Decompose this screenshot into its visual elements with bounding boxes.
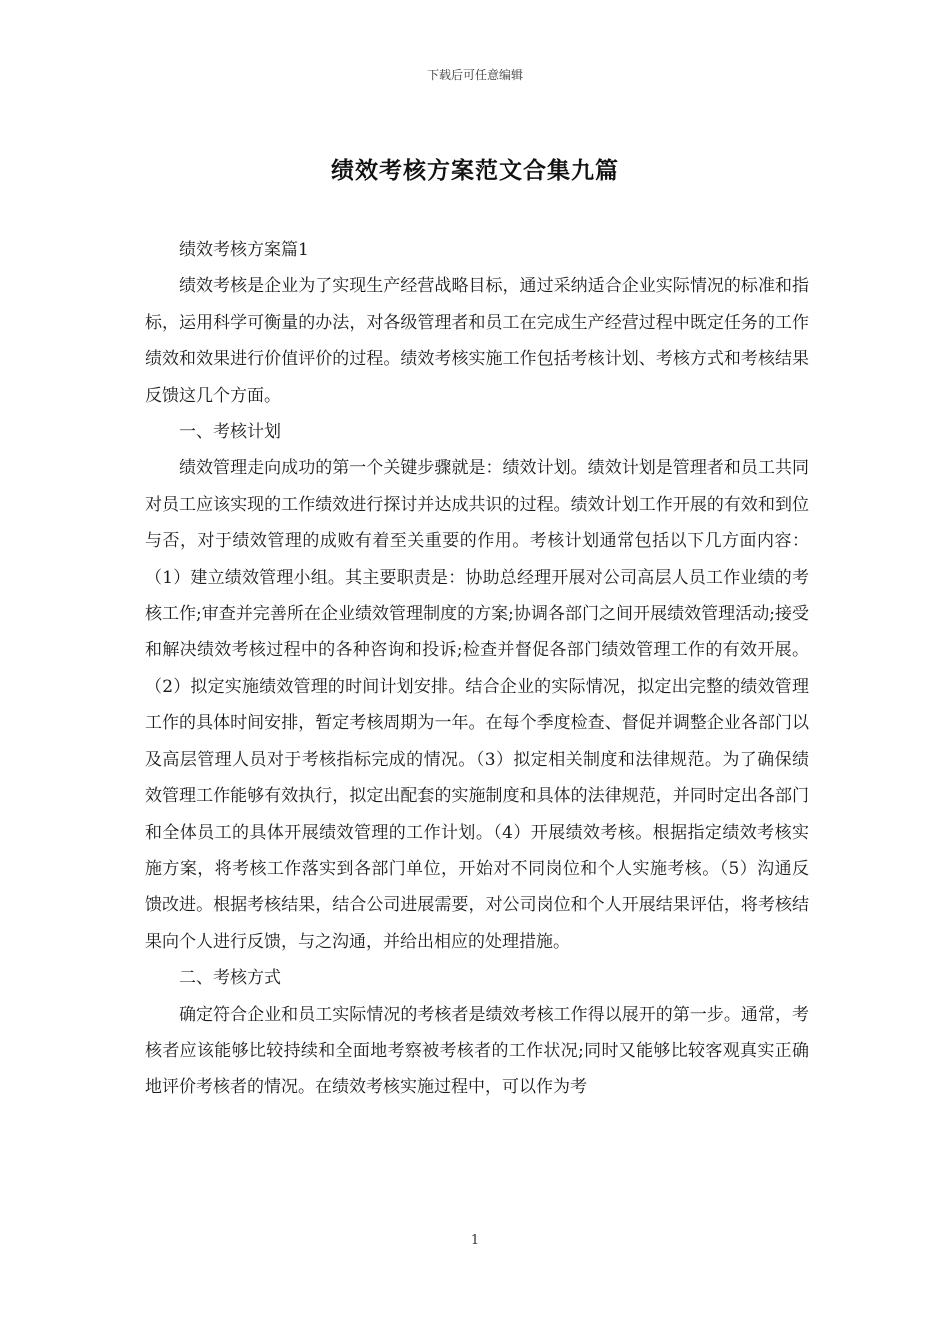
page-number: 1 <box>470 1233 480 1248</box>
section-heading-article-1: 绩效考核方案篇1 <box>179 240 309 260</box>
document-body <box>145 232 809 1106</box>
paragraph-method: 确定符合企业和员工实际情况的考核者是绩效考核工作得以展开的第一步。通常，考核者应该能够比较持续和全面地考察被考核者的工作状况;同时又能够比较客观真实正确地评价考核者的情况。在绩效考核实施过程中，可以作为考 <box>145 1004 809 1098</box>
section-heading-method: 二、考核方式 <box>179 968 281 989</box>
document-title: 绩效考核方案范文合集九篇 <box>331 157 619 184</box>
paragraph-intro: 绩效考核是企业为了实现生产经营战略目标，通过采纳适合企业实际情况的标准和指标，运用科学可衡量的办法，对各级管理者和员工在完成生产经营过程中既定任务的工作绩效和效果进行价值评价的过程。绩效考核实施工作包括考核计划、考核方式和考核结果反馈这几个方面。 <box>145 276 809 406</box>
paragraph-plan: 绩效管理走向成功的第一个关键步骤就是：绩效计划。绩效计划是管理者和员工共同对员工应该实现的工作绩效进行探讨并达成共识的过程。绩效计划工作开展的有效和到位与否，对于绩效管理的成败有着至关重要的作用。考核计划通常包括以下几方面内容：（1）建立绩效管理小组。其主要职责是：协助总经理开展对公司高层人员工作业绩的考核工作;审查并完善所在企业绩效管理制度的方案;协调各部门之间开展绩效管理活动;接受和解决绩效考核过程中的各种咨询和投诉;检查并督促各部门绩效管理工作的有效开展。（2）拟定实施绩效管理的时间计划安排。结合企业的实际情况，拟定出完整的绩效管理工作的具体时间安排，暂定考核周期为一年。在每个季度检查、督促并调整企业各部门以及高层管理人员对于考核指标完成的情况。（3）拟定相关制度和法律规范。为了确保绩效管理工作能够有效执行，拟定出配套的实施制度和具体的法律规范，并同时定出各部门和全体员工的具体开展绩效管理的工作计划。（4）开展绩效考核。根据指定绩效考核实施方案，将考核工作落实到各部门单位，开始对不同岗位和个人实施考核。（5）沟通反馈改进。根据考核结果，结合公司进展需要，对公司岗位和个人开展结果评估，将考核结果向个人进行反馈，与之沟通，并给出相应的处理措施。 <box>145 458 809 952</box>
header-note: 下载后可任意编辑 <box>426 68 523 82</box>
section-heading-plan: 一、考核计划 <box>179 422 281 443</box>
